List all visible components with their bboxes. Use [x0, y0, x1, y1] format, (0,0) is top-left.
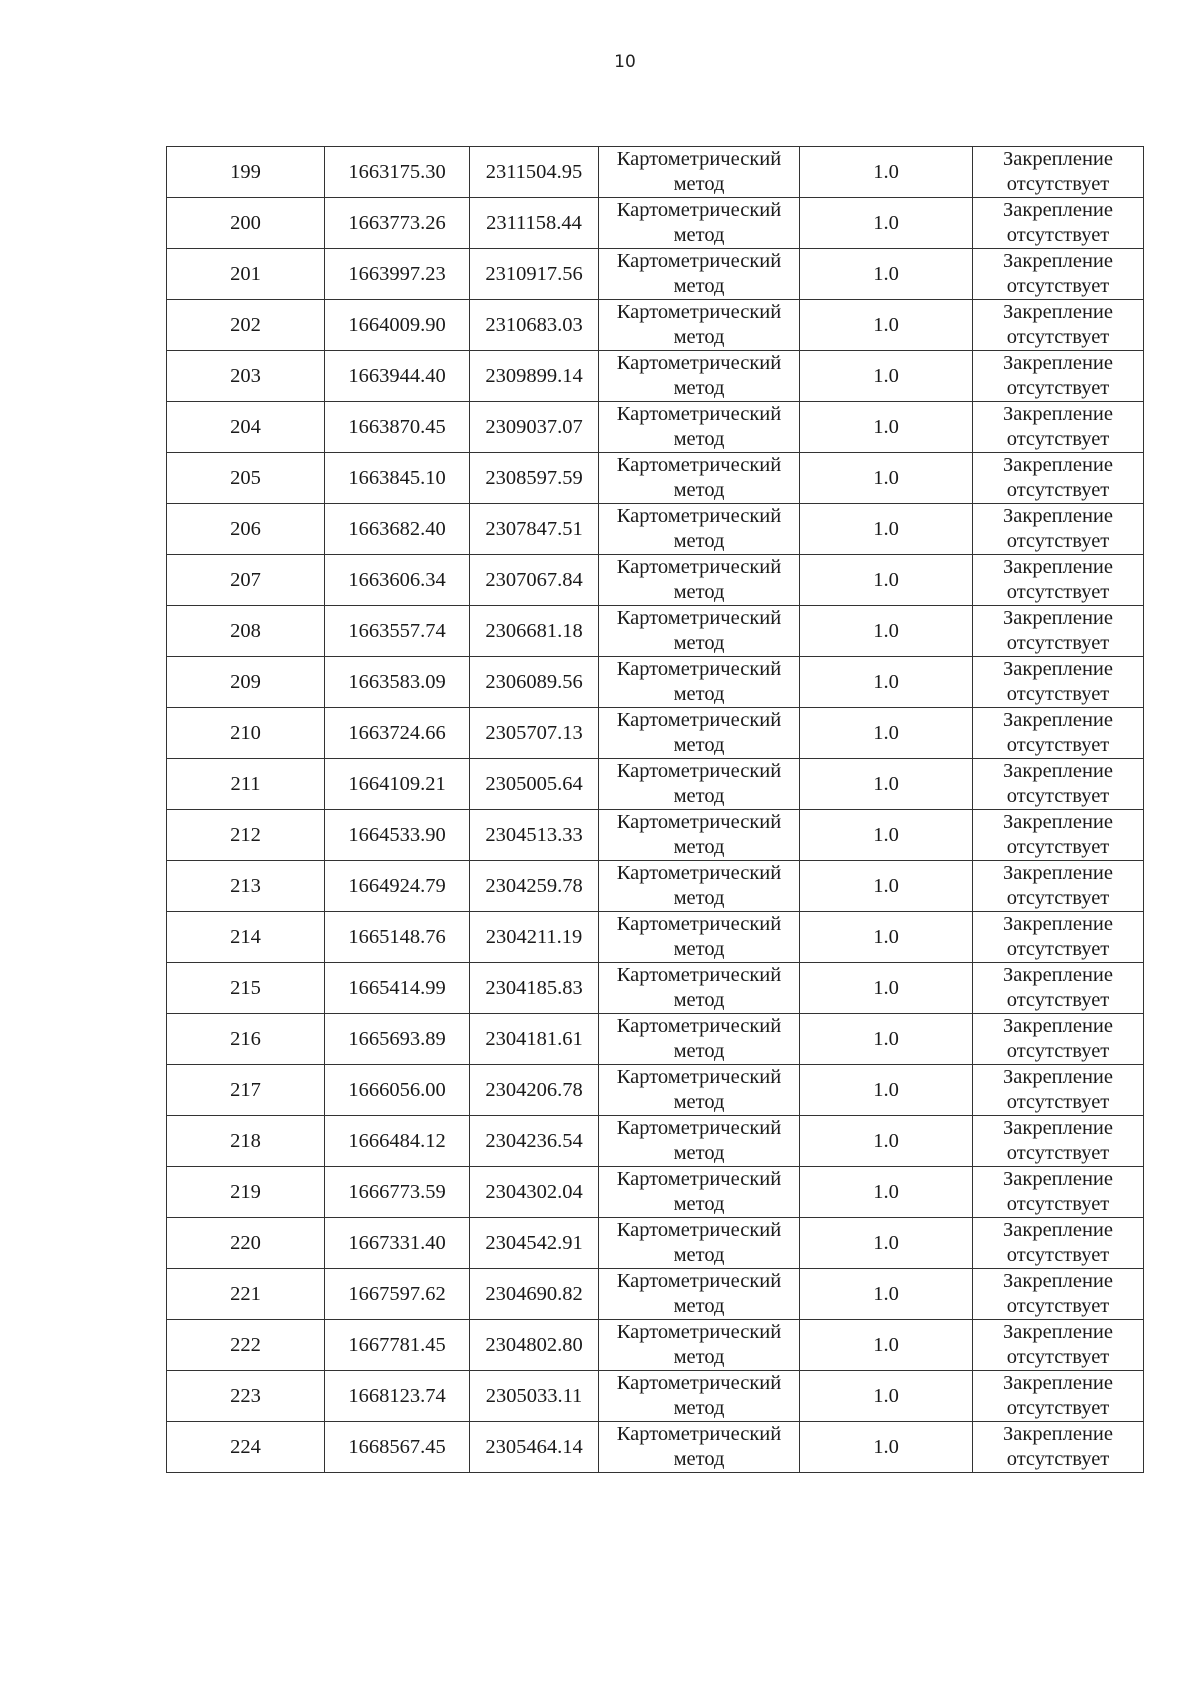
method-cell	[599, 300, 800, 351]
precision-cell: 1.0	[800, 555, 973, 606]
fixation-cell	[973, 963, 1144, 1014]
method-cell-line1: Картометрический	[616, 1372, 782, 1394]
method-cell-line2: метод	[673, 479, 725, 501]
point-number-cell: 223	[167, 1371, 325, 1422]
method-cell-line1: Картометрический	[616, 199, 782, 221]
table-row	[167, 657, 1144, 708]
fixation-cell	[973, 453, 1144, 504]
fixation-cell-line1: Закрепление	[1002, 1270, 1114, 1292]
method-cell	[599, 861, 800, 912]
y-coordinate-cell: 2304259.78	[470, 861, 599, 912]
x-coordinate-cell: 1664533.90	[325, 810, 470, 861]
fixation-cell-line2: отсутствует	[1006, 326, 1110, 348]
y-coordinate-cell: 2304236.54	[470, 1116, 599, 1167]
fixation-cell-line1: Закрепление	[1002, 1321, 1114, 1343]
point-number-cell: 199	[167, 147, 325, 198]
fixation-cell	[973, 759, 1144, 810]
fixation-cell-line2: отсутствует	[1006, 938, 1110, 960]
precision-cell: 1.0	[800, 759, 973, 810]
method-cell	[599, 1320, 800, 1371]
method-cell-line1: Картометрический	[616, 709, 782, 731]
precision-cell: 1.0	[800, 147, 973, 198]
y-coordinate-cell: 2304802.80	[470, 1320, 599, 1371]
point-number-cell: 215	[167, 963, 325, 1014]
fixation-cell	[973, 1371, 1144, 1422]
method-cell	[599, 198, 800, 249]
method-cell-line2: метод	[673, 1193, 725, 1215]
precision-cell: 1.0	[800, 402, 973, 453]
method-cell	[599, 606, 800, 657]
method-cell-line1: Картометрический	[616, 301, 782, 323]
y-coordinate-cell: 2304211.19	[470, 912, 599, 963]
fixation-cell-line2: отсутствует	[1006, 989, 1110, 1011]
method-cell	[599, 555, 800, 606]
fixation-cell-line1: Закрепление	[1002, 1168, 1114, 1190]
fixation-cell	[973, 555, 1144, 606]
fixation-cell	[973, 810, 1144, 861]
fixation-cell-line2: отсутствует	[1006, 581, 1110, 603]
x-coordinate-cell: 1666056.00	[325, 1065, 470, 1116]
precision-cell: 1.0	[800, 1167, 973, 1218]
x-coordinate-cell: 1663682.40	[325, 504, 470, 555]
method-cell-line2: метод	[673, 683, 725, 705]
table-row	[167, 555, 1144, 606]
point-number-cell: 222	[167, 1320, 325, 1371]
fixation-cell	[973, 147, 1144, 198]
table-body	[167, 147, 1144, 1473]
y-coordinate-cell: 2304513.33	[470, 810, 599, 861]
y-coordinate-cell: 2310683.03	[470, 300, 599, 351]
method-cell-line1: Картометрический	[616, 607, 782, 629]
x-coordinate-cell: 1666773.59	[325, 1167, 470, 1218]
x-coordinate-cell: 1663724.66	[325, 708, 470, 759]
fixation-cell-line2: отсутствует	[1006, 173, 1110, 195]
method-cell	[599, 1422, 800, 1473]
fixation-cell-line1: Закрепление	[1002, 811, 1114, 833]
method-cell-line2: метод	[673, 887, 725, 909]
point-number-cell: 208	[167, 606, 325, 657]
fixation-cell-line2: отсутствует	[1006, 428, 1110, 450]
method-cell	[599, 1116, 800, 1167]
fixation-cell-line2: отсутствует	[1006, 1448, 1110, 1470]
x-coordinate-cell: 1663944.40	[325, 351, 470, 402]
method-cell	[599, 1269, 800, 1320]
method-cell-line2: метод	[673, 377, 725, 399]
table-row	[167, 1014, 1144, 1065]
y-coordinate-cell: 2309899.14	[470, 351, 599, 402]
fixation-cell-line1: Закрепление	[1002, 862, 1114, 884]
fixation-cell-line2: отсутствует	[1006, 530, 1110, 552]
fixation-cell	[973, 1269, 1144, 1320]
precision-cell: 1.0	[800, 198, 973, 249]
point-number-cell: 206	[167, 504, 325, 555]
table-row	[167, 708, 1144, 759]
precision-cell: 1.0	[800, 1065, 973, 1116]
method-cell	[599, 249, 800, 300]
method-cell	[599, 1218, 800, 1269]
method-cell-line2: метод	[673, 1346, 725, 1368]
x-coordinate-cell: 1663845.10	[325, 453, 470, 504]
y-coordinate-cell: 2305707.13	[470, 708, 599, 759]
x-coordinate-cell: 1663583.09	[325, 657, 470, 708]
fixation-cell-line2: отсутствует	[1006, 275, 1110, 297]
point-number-cell: 218	[167, 1116, 325, 1167]
precision-cell: 1.0	[800, 504, 973, 555]
x-coordinate-cell: 1664009.90	[325, 300, 470, 351]
table-row	[167, 1269, 1144, 1320]
point-number-cell: 221	[167, 1269, 325, 1320]
method-cell-line1: Картометрический	[616, 811, 782, 833]
point-number-cell: 202	[167, 300, 325, 351]
precision-cell: 1.0	[800, 963, 973, 1014]
method-cell-line1: Картометрический	[616, 658, 782, 680]
point-number-cell: 220	[167, 1218, 325, 1269]
method-cell-line1: Картометрический	[616, 1219, 782, 1241]
method-cell-line1: Картометрический	[616, 913, 782, 935]
point-number-cell: 224	[167, 1422, 325, 1473]
precision-cell: 1.0	[800, 1116, 973, 1167]
method-cell-line2: метод	[673, 428, 725, 450]
method-cell-line2: метод	[673, 632, 725, 654]
fixation-cell-line2: отсутствует	[1006, 1295, 1110, 1317]
point-number-cell: 210	[167, 708, 325, 759]
fixation-cell-line1: Закрепление	[1002, 199, 1114, 221]
x-coordinate-cell: 1663175.30	[325, 147, 470, 198]
fixation-cell-line1: Закрепление	[1002, 148, 1114, 170]
method-cell-line2: метод	[673, 581, 725, 603]
precision-cell: 1.0	[800, 861, 973, 912]
method-cell	[599, 453, 800, 504]
precision-cell: 1.0	[800, 606, 973, 657]
method-cell	[599, 657, 800, 708]
method-cell	[599, 1167, 800, 1218]
method-cell-line1: Картометрический	[616, 1117, 782, 1139]
fixation-cell	[973, 1320, 1144, 1371]
method-cell-line2: метод	[673, 530, 725, 552]
table-row	[167, 1116, 1144, 1167]
fixation-cell-line2: отсутствует	[1006, 836, 1110, 858]
y-coordinate-cell: 2305464.14	[470, 1422, 599, 1473]
y-coordinate-cell: 2304206.78	[470, 1065, 599, 1116]
method-cell	[599, 504, 800, 555]
method-cell-line2: метод	[673, 1397, 725, 1419]
point-number-cell: 201	[167, 249, 325, 300]
fixation-cell	[973, 1014, 1144, 1065]
fixation-cell	[973, 1422, 1144, 1473]
y-coordinate-cell: 2307067.84	[470, 555, 599, 606]
x-coordinate-cell: 1663997.23	[325, 249, 470, 300]
y-coordinate-cell: 2305033.11	[470, 1371, 599, 1422]
point-number-cell: 209	[167, 657, 325, 708]
method-cell-line2: метод	[673, 1295, 725, 1317]
fixation-cell-line1: Закрепление	[1002, 352, 1114, 374]
x-coordinate-cell: 1663606.34	[325, 555, 470, 606]
fixation-cell-line1: Закрепление	[1002, 760, 1114, 782]
table-row	[167, 759, 1144, 810]
fixation-cell-line1: Закрепление	[1002, 1372, 1114, 1394]
fixation-cell-line1: Закрепление	[1002, 1423, 1114, 1445]
y-coordinate-cell: 2311504.95	[470, 147, 599, 198]
fixation-cell-line2: отсутствует	[1006, 479, 1110, 501]
method-cell-line1: Картометрический	[616, 1321, 782, 1343]
method-cell-line2: метод	[673, 989, 725, 1011]
coordinates-table	[166, 146, 1144, 1473]
method-cell	[599, 810, 800, 861]
x-coordinate-cell: 1665693.89	[325, 1014, 470, 1065]
precision-cell: 1.0	[800, 300, 973, 351]
point-number-cell: 211	[167, 759, 325, 810]
method-cell	[599, 1065, 800, 1116]
fixation-cell-line2: отсутствует	[1006, 683, 1110, 705]
fixation-cell-line2: отсутствует	[1006, 1040, 1110, 1062]
point-number-cell: 216	[167, 1014, 325, 1065]
y-coordinate-cell: 2305005.64	[470, 759, 599, 810]
x-coordinate-cell: 1664109.21	[325, 759, 470, 810]
method-cell-line1: Картометрический	[616, 556, 782, 578]
fixation-cell-line2: отсутствует	[1006, 734, 1110, 756]
fixation-cell-line1: Закрепление	[1002, 607, 1114, 629]
fixation-cell-line2: отсутствует	[1006, 785, 1110, 807]
table-row	[167, 300, 1144, 351]
y-coordinate-cell: 2304690.82	[470, 1269, 599, 1320]
precision-cell: 1.0	[800, 708, 973, 759]
method-cell-line1: Картометрический	[616, 862, 782, 884]
x-coordinate-cell: 1665414.99	[325, 963, 470, 1014]
method-cell-line1: Картометрический	[616, 1423, 782, 1445]
fixation-cell-line1: Закрепление	[1002, 709, 1114, 731]
method-cell-line2: метод	[673, 785, 725, 807]
table-row	[167, 402, 1144, 453]
method-cell-line1: Картометрический	[616, 1066, 782, 1088]
y-coordinate-cell: 2304542.91	[470, 1218, 599, 1269]
method-cell	[599, 1014, 800, 1065]
fixation-cell	[973, 1065, 1144, 1116]
method-cell	[599, 708, 800, 759]
x-coordinate-cell: 1668567.45	[325, 1422, 470, 1473]
fixation-cell	[973, 708, 1144, 759]
method-cell-line1: Картометрический	[616, 250, 782, 272]
fixation-cell	[973, 912, 1144, 963]
fixation-cell	[973, 249, 1144, 300]
y-coordinate-cell: 2309037.07	[470, 402, 599, 453]
fixation-cell-line2: отсутствует	[1006, 1142, 1110, 1164]
table-row	[167, 606, 1144, 657]
fixation-cell	[973, 300, 1144, 351]
fixation-cell-line1: Закрепление	[1002, 505, 1114, 527]
fixation-cell-line1: Закрепление	[1002, 1015, 1114, 1037]
fixation-cell-line1: Закрепление	[1002, 556, 1114, 578]
precision-cell: 1.0	[800, 1269, 973, 1320]
fixation-cell	[973, 1218, 1144, 1269]
y-coordinate-cell: 2308597.59	[470, 453, 599, 504]
method-cell-line1: Картометрический	[616, 760, 782, 782]
x-coordinate-cell: 1663773.26	[325, 198, 470, 249]
point-number-cell: 204	[167, 402, 325, 453]
fixation-cell-line1: Закрепление	[1002, 454, 1114, 476]
precision-cell: 1.0	[800, 1218, 973, 1269]
method-cell	[599, 147, 800, 198]
method-cell-line2: метод	[673, 938, 725, 960]
y-coordinate-cell: 2304181.61	[470, 1014, 599, 1065]
fixation-cell	[973, 861, 1144, 912]
x-coordinate-cell: 1665148.76	[325, 912, 470, 963]
x-coordinate-cell: 1666484.12	[325, 1116, 470, 1167]
point-number-cell: 203	[167, 351, 325, 402]
precision-cell: 1.0	[800, 351, 973, 402]
method-cell	[599, 351, 800, 402]
fixation-cell-line1: Закрепление	[1002, 403, 1114, 425]
fixation-cell	[973, 606, 1144, 657]
point-number-cell: 213	[167, 861, 325, 912]
point-number-cell: 212	[167, 810, 325, 861]
method-cell-line2: метод	[673, 173, 725, 195]
precision-cell: 1.0	[800, 453, 973, 504]
method-cell-line1: Картометрический	[616, 964, 782, 986]
x-coordinate-cell: 1667781.45	[325, 1320, 470, 1371]
table-row	[167, 810, 1144, 861]
fixation-cell-line2: отсутствует	[1006, 1244, 1110, 1266]
fixation-cell-line2: отсутствует	[1006, 887, 1110, 909]
point-number-cell: 207	[167, 555, 325, 606]
table-row	[167, 1167, 1144, 1218]
precision-cell: 1.0	[800, 657, 973, 708]
method-cell-line1: Картометрический	[616, 352, 782, 374]
y-coordinate-cell: 2311158.44	[470, 198, 599, 249]
x-coordinate-cell: 1667597.62	[325, 1269, 470, 1320]
method-cell-line2: метод	[673, 1244, 725, 1266]
table-row	[167, 453, 1144, 504]
fixation-cell-line2: отсутствует	[1006, 377, 1110, 399]
method-cell-line2: метод	[673, 1040, 725, 1062]
precision-cell: 1.0	[800, 249, 973, 300]
method-cell	[599, 912, 800, 963]
method-cell-line2: метод	[673, 326, 725, 348]
method-cell-line1: Картометрический	[616, 454, 782, 476]
precision-cell: 1.0	[800, 1422, 973, 1473]
table-row	[167, 963, 1144, 1014]
method-cell	[599, 1371, 800, 1422]
fixation-cell-line1: Закрепление	[1002, 1117, 1114, 1139]
precision-cell: 1.0	[800, 1371, 973, 1422]
table-row	[167, 1422, 1144, 1473]
fixation-cell-line1: Закрепление	[1002, 964, 1114, 986]
fixation-cell-line2: отсутствует	[1006, 1193, 1110, 1215]
page-number: 10	[614, 52, 636, 72]
y-coordinate-cell: 2306681.18	[470, 606, 599, 657]
fixation-cell-line1: Закрепление	[1002, 250, 1114, 272]
fixation-cell	[973, 1167, 1144, 1218]
x-coordinate-cell: 1664924.79	[325, 861, 470, 912]
fixation-cell-line2: отсутствует	[1006, 632, 1110, 654]
x-coordinate-cell: 1663870.45	[325, 402, 470, 453]
fixation-cell	[973, 402, 1144, 453]
table-row	[167, 1371, 1144, 1422]
fixation-cell-line1: Закрепление	[1002, 1219, 1114, 1241]
table-row	[167, 1218, 1144, 1269]
fixation-cell-line1: Закрепление	[1002, 913, 1114, 935]
precision-cell: 1.0	[800, 1014, 973, 1065]
method-cell-line2: метод	[673, 1142, 725, 1164]
method-cell-line1: Картометрический	[616, 148, 782, 170]
x-coordinate-cell: 1667331.40	[325, 1218, 470, 1269]
fixation-cell	[973, 351, 1144, 402]
method-cell-line1: Картометрический	[616, 1015, 782, 1037]
fixation-cell	[973, 657, 1144, 708]
method-cell-line1: Картометрический	[616, 1270, 782, 1292]
method-cell-line2: метод	[673, 734, 725, 756]
point-number-cell: 217	[167, 1065, 325, 1116]
precision-cell: 1.0	[800, 810, 973, 861]
method-cell	[599, 402, 800, 453]
method-cell-line1: Картометрический	[616, 403, 782, 425]
fixation-cell-line2: отсутствует	[1006, 1091, 1110, 1113]
fixation-cell-line1: Закрепление	[1002, 301, 1114, 323]
x-coordinate-cell: 1668123.74	[325, 1371, 470, 1422]
fixation-cell-line1: Закрепление	[1002, 658, 1114, 680]
fixation-cell-line2: отсутствует	[1006, 1346, 1110, 1368]
method-cell-line2: метод	[673, 275, 725, 297]
y-coordinate-cell: 2307847.51	[470, 504, 599, 555]
fixation-cell	[973, 504, 1144, 555]
point-number-cell: 214	[167, 912, 325, 963]
table-row	[167, 351, 1144, 402]
table-row	[167, 504, 1144, 555]
method-cell-line2: метод	[673, 1448, 725, 1470]
method-cell-line1: Картометрический	[616, 1168, 782, 1190]
x-coordinate-cell: 1663557.74	[325, 606, 470, 657]
y-coordinate-cell: 2304185.83	[470, 963, 599, 1014]
point-number-cell: 200	[167, 198, 325, 249]
method-cell	[599, 963, 800, 1014]
fixation-cell-line1: Закрепление	[1002, 1066, 1114, 1088]
y-coordinate-cell: 2304302.04	[470, 1167, 599, 1218]
fixation-cell-line2: отсутствует	[1006, 224, 1110, 246]
precision-cell: 1.0	[800, 912, 973, 963]
y-coordinate-cell: 2306089.56	[470, 657, 599, 708]
method-cell	[599, 759, 800, 810]
point-number-cell: 219	[167, 1167, 325, 1218]
fixation-cell	[973, 1116, 1144, 1167]
table-row	[167, 249, 1144, 300]
table-row	[167, 1065, 1144, 1116]
table-row	[167, 861, 1144, 912]
precision-cell: 1.0	[800, 1320, 973, 1371]
method-cell-line2: метод	[673, 1091, 725, 1113]
method-cell-line1: Картометрический	[616, 505, 782, 527]
point-number-cell: 205	[167, 453, 325, 504]
table-row	[167, 1320, 1144, 1371]
method-cell-line2: метод	[673, 836, 725, 858]
fixation-cell	[973, 198, 1144, 249]
y-coordinate-cell: 2310917.56	[470, 249, 599, 300]
table-row	[167, 147, 1144, 198]
table-row	[167, 912, 1144, 963]
method-cell-line2: метод	[673, 224, 725, 246]
table-row	[167, 198, 1144, 249]
fixation-cell-line2: отсутствует	[1006, 1397, 1110, 1419]
